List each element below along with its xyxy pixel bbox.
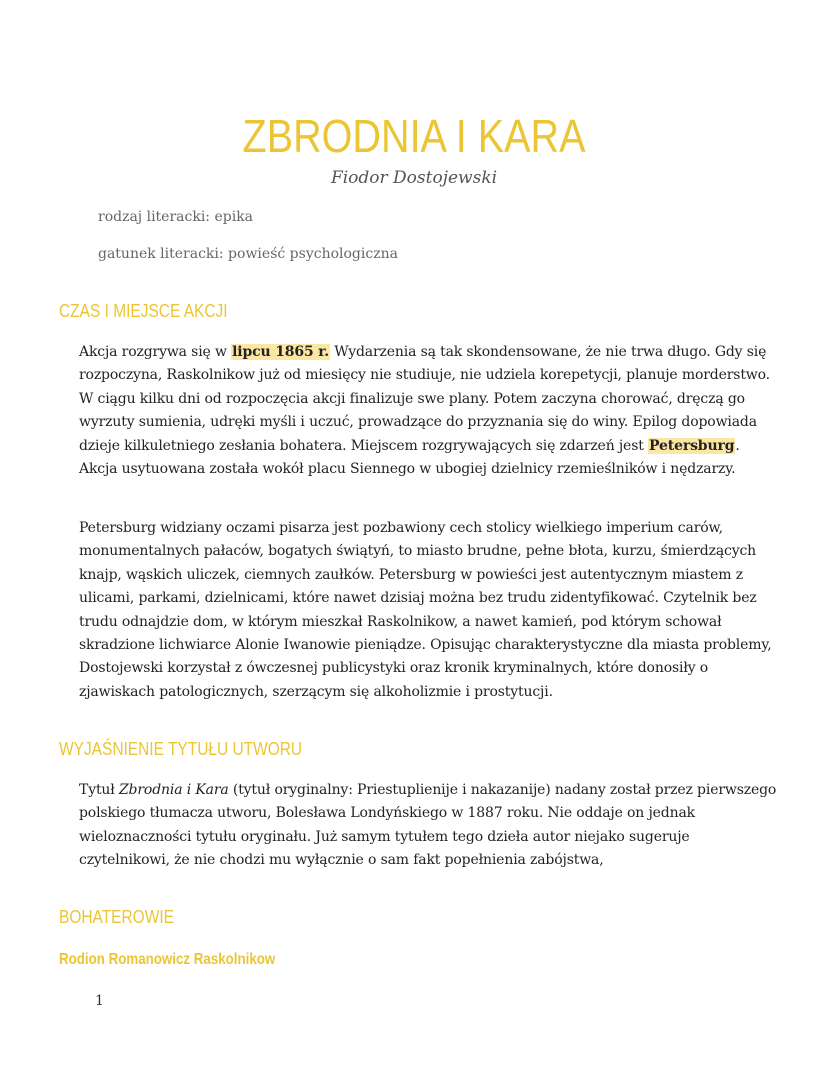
text-italic-title: Zbrodnia i Kara	[118, 782, 229, 798]
meta-literary-kind: rodzaj literacki: epika	[98, 209, 254, 225]
text-run: (tytuł oryginalny: Priestuplienije i nakazanije) nadany został przez pierwszego polskiego tłumacza utworu, Bolesława Londyńskiego w 1887 roku. Nie oddaje on jednak wieloznaczności tytułu oryginału. Już samym tytułem tego dzieła autor niejako sugeruje czytelnikowi, że nie chodzi mu wyłącznie o sam fakt popełnienia zabójstwa,	[79, 782, 777, 869]
text-run: Wydarzenia są tak skondensowane, że nie trwa długo. Gdy się rozpoczyna, Raskolnikow już od miesięcy nie studiuje, nie udziela korepetycji, planuje morderstwo. W ciągu kilku dni od rozpoczęcia akcji finalizuje swe plany. Potem zaczyna chorować, dręczą go wyrzuty sumienia, udręki myśli i uczuć, prowadzące do przyznania się do winy. Epilog dopowiada dzieje kilkuletniego zesłania bohatera. Miejscem rozgrywających się zdarzeń jest	[79, 344, 770, 454]
heading-time-place: CZAS I MIEJSCE AKCJI	[59, 301, 228, 321]
heading-characters: BOHATEROWIE	[59, 907, 174, 927]
document-author: Fiodor Dostojewski	[330, 168, 498, 188]
text-run: Tytuł	[79, 782, 119, 798]
paragraph-time-place-1	[79, 341, 779, 481]
subheading-character-raskolnikow: Rodion Romanowicz Raskolnikow	[59, 951, 276, 968]
heading-title-explained: WYJAŚNIENIE TYTUŁU UTWORU	[59, 739, 303, 759]
paragraph-title-explained	[79, 779, 779, 873]
text-run: . Akcja usytuowana została wokół placu Siennego w ubogiej dzielnicy rzemieślników i nędzarzy.	[79, 437, 740, 478]
meta-literary-genre: gatunek literacki: powieść psychologiczna	[98, 246, 398, 262]
text-run: Akcja rozgrywa się w	[79, 344, 232, 360]
highlight-date: lipcu 1865 r.	[232, 344, 329, 360]
paragraph-time-place-2: Petersburg widziany oczami pisarza jest pozbawiony cech stolicy wielkiego imperium carów, monumentalnych pałaców, bogatych świątyń, to miasto brudne, pełne błota, kurzu, śmierdzących knajp, wąskich uliczek, ciemnych zaułków. Petersburg w powieści jest autentycznym miastem z ulicami, parkami, dzielnicami, które nawet dzisiaj można bez trudu zidentyfikować. Czytelnik bez trudu odnajdzie dom, w którym mieszkał Raskolnikow, a nawet kamień, pod którym schował skradzione lichwiarce Alonie Iwanowie pieniądze. Opisując charakterystyczne dla miasta problemy, Dostojewski korzystał z ówczesnej publicystyki oraz kronik kryminalnych, które donosiły o zjawiskach patologicznych, szerzącym się alkoholizmie i prostytucji.	[79, 520, 772, 700]
highlight-place: Petersburg	[649, 437, 735, 454]
page-number: 1	[95, 993, 104, 1009]
document-title: ZBRODNIA I KARA	[242, 110, 586, 162]
